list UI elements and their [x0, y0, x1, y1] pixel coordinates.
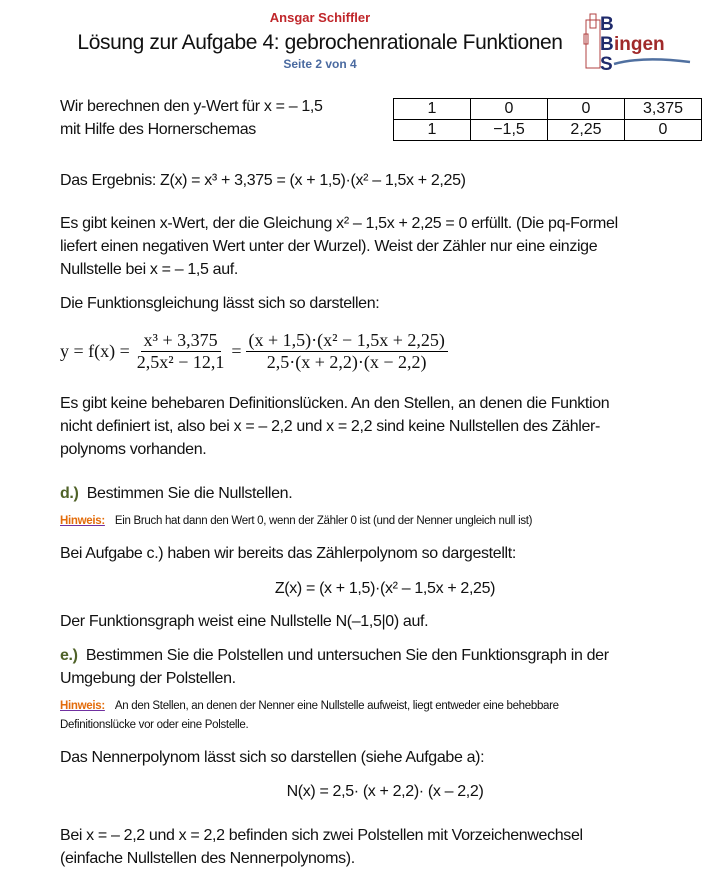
- hint: [60, 515, 532, 527]
- fraction-2: [246, 330, 448, 373]
- cell: 1: [394, 120, 471, 141]
- paragraph-line: Es gibt keinen x-Wert, der die Gleichung x² – 1,5x + 2,25 = 0 erfüllt. (Die pq-Formel: [60, 215, 618, 232]
- equals: =: [231, 341, 242, 361]
- numerator: x³ + 3,375: [141, 330, 221, 352]
- hint-label: Hinweis:: [60, 700, 105, 712]
- cell: −1,5: [471, 120, 548, 141]
- svg-text:B: B: [600, 34, 614, 55]
- hint-text: Definitionslücke vor oder eine Polstelle.: [60, 719, 249, 731]
- paragraph-line: Bei x = – 2,2 und x = 2,2 befinden sich zwei Polstellen mit Vorzeichenwechsel: [60, 827, 583, 844]
- denominator-equation: N(x) = 2,5· (x + 2,2)· (x – 2,2): [286, 783, 484, 800]
- cell: 0: [471, 99, 548, 120]
- paragraph-line: Es gibt keine behebaren Definitionslücken. An den Stellen, an denen die Funktion: [60, 395, 610, 412]
- svg-text:B: B: [600, 14, 614, 35]
- author: Ansgar Schiffler: [269, 10, 371, 25]
- hint-text: An den Stellen, an denen der Nenner eine Nullstelle aufweist, liegt entweder eine behebbare: [114, 700, 559, 712]
- task-d: [60, 485, 292, 503]
- bbs-bingen-logo: [582, 12, 692, 72]
- paragraph-line: liefert einen negativen Wert unter der Wurzel). Weist der Zähler nur eine einzige: [60, 238, 598, 255]
- task-label: e.): [60, 647, 78, 664]
- paragraph-line: (einfache Nullstellen des Nennerpolynoms).: [60, 850, 355, 867]
- fraction-1: [134, 330, 228, 373]
- paragraph-line: Nullstelle bei x = – 1,5 auf.: [60, 261, 238, 278]
- page-title: Lösung zur Aufgabe 4: gebrochenrationale Funktionen: [77, 31, 563, 54]
- hint-text: Ein Bruch hat dann den Wert 0, wenn der Zähler 0 ist (und der Nenner ungleich null ist): [114, 515, 533, 527]
- paragraph-line: Bei Aufgabe c.) haben wir bereits das Zählerpolynom so dargestellt:: [60, 545, 516, 562]
- paragraph-line: polynoms vorhanden.: [60, 441, 207, 458]
- cell: 0: [625, 120, 702, 141]
- denominator: 2,5·(x + 2,2)·(x − 2,2): [266, 352, 427, 372]
- task-e: [60, 647, 609, 665]
- paragraph-line: nicht definiert ist, also bei x = – 2,2 und x = 2,2 sind keine Nullstellen des Zähler-: [60, 418, 600, 435]
- formula-lhs: y = f(x) =: [60, 341, 130, 361]
- intro-line: mit Hilfe des Hornerschemas: [60, 121, 256, 138]
- hint-label: Hinweis:: [60, 515, 105, 527]
- table-row: [394, 120, 702, 141]
- table-row: [394, 99, 702, 120]
- paragraph-line: Die Funktionsgleichung lässt sich so darstellen:: [60, 295, 380, 312]
- task-text: Bestimmen Sie die Polstellen und untersuchen Sie den Funktionsgraph in der: [85, 647, 609, 664]
- task-label: d.): [60, 485, 79, 502]
- denominator: 2,5x² − 12,1: [136, 352, 225, 372]
- cell: 2,25: [548, 120, 625, 141]
- svg-text:S: S: [600, 54, 613, 72]
- paragraph-line: Der Funktionsgraph weist eine Nullstelle N(–1,5|0) auf.: [60, 613, 429, 630]
- task-text: Umgebung der Polstellen.: [60, 670, 236, 687]
- function-equation: [60, 330, 452, 373]
- cell: 1: [394, 99, 471, 120]
- horner-table: [393, 98, 702, 141]
- intro-line: Wir berechnen den y-Wert für x = – 1,5: [60, 98, 323, 115]
- result-line: Das Ergebnis: Z(x) = x³ + 3,375 = (x + 1,5)·(x² – 1,5x + 2,25): [60, 172, 466, 189]
- page-number: Seite 2 von 4: [283, 57, 357, 71]
- numerator: (x + 1,5)·(x² − 1,5x + 2,25): [246, 330, 448, 352]
- cell: 0: [548, 99, 625, 120]
- cell: 3,375: [625, 99, 702, 120]
- paragraph-line: Das Nennerpolynom lässt sich so darstellen (siehe Aufgabe a):: [60, 749, 485, 766]
- task-text: Bestimmen Sie die Nullstellen.: [86, 485, 293, 502]
- hint: [60, 700, 559, 712]
- svg-text:ingen: ingen: [614, 34, 665, 55]
- numerator-equation: Z(x) = (x + 1,5)·(x² – 1,5x + 2,25): [274, 580, 496, 597]
